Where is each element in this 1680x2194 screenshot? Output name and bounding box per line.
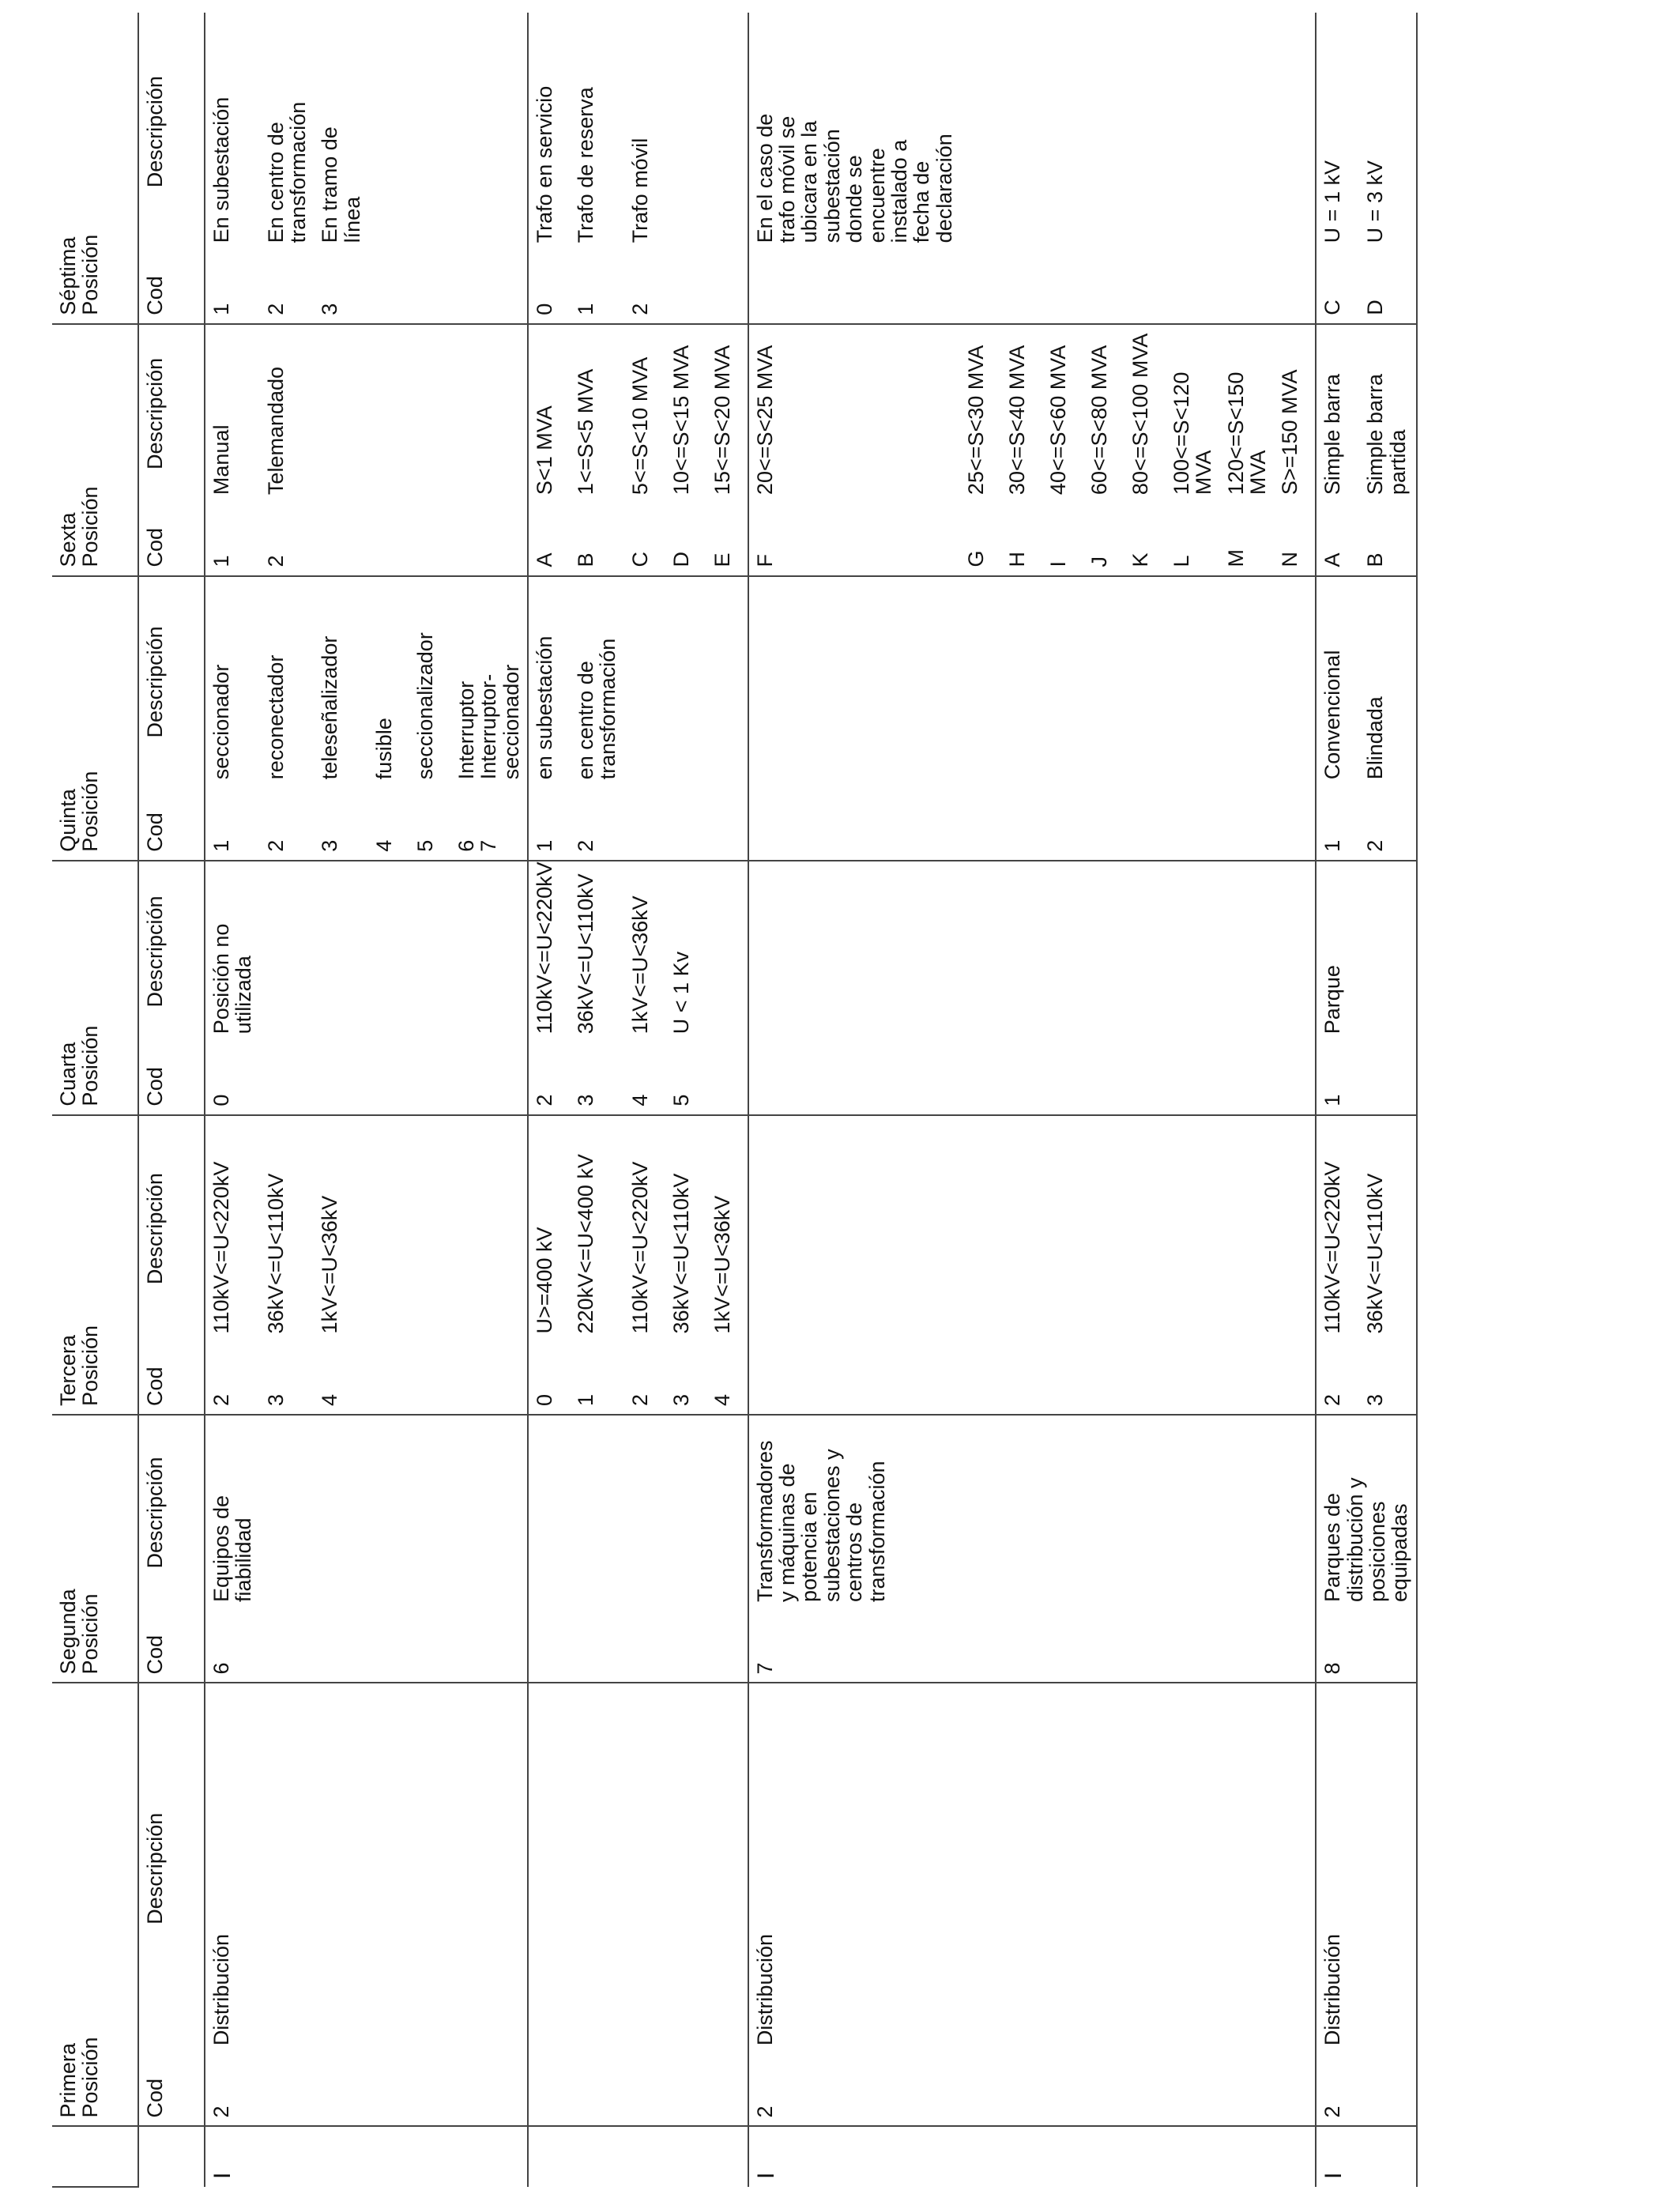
row-marker — [528, 2127, 748, 2188]
p6-code: C — [624, 503, 665, 575]
p7-code — [1274, 251, 1316, 323]
header-descripcion: Descripción — [138, 1683, 205, 2053]
p4-code — [260, 1042, 315, 1114]
p3-code — [1124, 1342, 1166, 1415]
p7-code: D — [1359, 251, 1416, 323]
p4-description — [1124, 861, 1166, 1042]
p5-code: 2 — [1359, 787, 1416, 860]
p4-code: 5 — [665, 1042, 706, 1114]
p7-code — [1001, 251, 1042, 323]
p6-description: S<1 MVA — [533, 405, 557, 496]
p7-description — [1042, 13, 1083, 251]
p3-description — [960, 1115, 1001, 1342]
p6-description: 60<=S<80 MVA — [1087, 345, 1111, 496]
p7-code: 1 — [205, 251, 260, 323]
p5-code — [1166, 787, 1220, 860]
p3-description: 36kV<=U<110kV — [263, 1173, 288, 1334]
header-position-2: Segunda Posición — [52, 1415, 138, 1683]
p2-code — [528, 1610, 748, 1683]
header-position-3: Tercera Posición — [52, 1115, 138, 1415]
p2-description: Equipos de fiabilidad — [205, 1415, 528, 1610]
p6-code: N — [1274, 503, 1316, 575]
p6-code: J — [1083, 503, 1124, 575]
p5-description: fusible — [372, 718, 397, 780]
p7-code — [1124, 251, 1166, 323]
p2-code: 8 — [1316, 1610, 1416, 1683]
p4-code — [1042, 1042, 1083, 1114]
p3-code: 1 — [570, 1342, 624, 1415]
p5-description — [1124, 576, 1166, 788]
p4-code — [1274, 1042, 1316, 1114]
p5-code — [624, 787, 665, 860]
p1-code — [528, 2053, 748, 2126]
p5-description — [624, 576, 665, 788]
header-descripcion: Descripción — [138, 1115, 205, 1342]
p5-description: Convencional — [1320, 650, 1345, 780]
p5-description — [748, 576, 960, 788]
p1-description: Distribución — [205, 1683, 528, 2053]
p4-description — [1274, 861, 1316, 1042]
p7-description — [665, 13, 706, 251]
p3-description: 36kV<=U<110kV — [669, 1173, 693, 1334]
p7-description — [1220, 13, 1275, 251]
p6-code: B — [1359, 503, 1416, 575]
p5-code: 3 — [314, 787, 368, 860]
p5-code: 6 7 — [450, 787, 528, 860]
p4-description — [1042, 861, 1083, 1042]
p3-description: U>=400 kV — [533, 1227, 557, 1334]
p6-code — [368, 503, 409, 575]
p4-description — [706, 861, 748, 1042]
p6-code: B — [570, 503, 624, 575]
p6-description: 30<=S<40 MVA — [1004, 345, 1029, 496]
p3-code: 2 — [1316, 1342, 1359, 1415]
p3-code — [1042, 1342, 1083, 1415]
p5-description: teleseñalizador — [318, 635, 342, 780]
p4-code — [1220, 1042, 1275, 1114]
p2-description — [528, 1415, 748, 1610]
p6-code: A — [1316, 503, 1359, 575]
p7-description — [450, 13, 528, 251]
p7-description — [1083, 13, 1124, 251]
p6-description: 80<=S<100 MVA — [1128, 333, 1152, 496]
p7-code: 1 — [570, 251, 624, 323]
p3-description: 36kV<=U<110kV — [1359, 1115, 1416, 1342]
p3-description: 1kV<=U<36kV — [318, 1195, 342, 1334]
p5-description: en subestación — [533, 635, 557, 780]
p7-code: 0 — [528, 251, 570, 323]
p3-description — [368, 1115, 409, 1342]
p5-description — [960, 576, 1001, 788]
p5-description — [665, 576, 706, 788]
p4-code: 1 — [1316, 1042, 1359, 1114]
p3-code — [748, 1342, 960, 1415]
p6-description: 100<=S<120 MVA — [1169, 371, 1216, 496]
p6-code: M — [1220, 503, 1275, 575]
p4-code — [748, 1042, 960, 1114]
p3-description: 110kV<=U<220kV — [627, 1161, 652, 1334]
header-cod: Cod — [138, 1342, 205, 1415]
p5-description — [1001, 576, 1042, 788]
p7-code — [409, 251, 450, 323]
p4-code: 0 — [205, 1042, 260, 1114]
p6-description: Manual — [209, 424, 233, 496]
p3-code: 2 — [205, 1342, 260, 1415]
p5-description: reconectador — [263, 654, 288, 780]
p7-description — [1001, 13, 1042, 251]
p7-code — [450, 251, 528, 323]
p5-description — [1220, 576, 1275, 788]
p3-description — [1166, 1115, 1220, 1342]
p3-code: 0 — [528, 1342, 570, 1415]
p4-code — [1359, 1042, 1416, 1114]
p7-description: U = 1 kV — [1320, 160, 1345, 243]
p7-description — [368, 13, 409, 251]
p5-description — [1274, 576, 1316, 788]
header-corner-sub — [138, 2127, 205, 2188]
p3-code — [450, 1342, 528, 1415]
p3-code: 2 — [624, 1342, 665, 1415]
p2-code: 6 — [205, 1610, 528, 1683]
p5-code: 4 — [368, 787, 409, 860]
p4-description: 36kV<=U<110kV — [574, 873, 598, 1035]
p6-code: H — [1001, 503, 1042, 575]
header-cod: Cod — [138, 1042, 205, 1114]
row-marker: I — [205, 2127, 528, 2188]
p7-description — [1274, 13, 1316, 251]
header-descripcion: Descripción — [138, 13, 205, 251]
p5-code: 5 — [409, 787, 450, 860]
p3-code — [960, 1342, 1001, 1415]
p4-description — [1001, 861, 1042, 1042]
p6-description: 40<=S<60 MVA — [1045, 345, 1070, 496]
p7-description — [1124, 13, 1166, 251]
p4-description — [748, 861, 960, 1042]
p4-description — [368, 861, 409, 1042]
p1-description: Distribución — [1316, 1683, 1416, 2053]
p4-description — [409, 861, 450, 1042]
position-code-table — [52, 13, 1418, 2188]
p5-code — [1083, 787, 1124, 860]
p7-description — [960, 13, 1001, 251]
header-cod: Cod — [138, 2053, 205, 2126]
p4-description: Parque — [1320, 965, 1345, 1035]
p7-description: En centro de transformación — [263, 101, 311, 243]
p4-code — [1166, 1042, 1220, 1114]
p5-code: 2 — [570, 787, 624, 860]
p5-code: 1 — [528, 787, 570, 860]
p5-code — [706, 787, 748, 860]
p7-code — [748, 251, 960, 323]
p4-code: 2 — [528, 1042, 570, 1114]
p6-description: 120<=S<150 MVA — [1223, 371, 1270, 496]
p6-description: 15<=S<20 MVA — [706, 324, 748, 503]
p7-code — [368, 251, 409, 323]
p5-description: seccionalizador — [413, 632, 438, 780]
p4-description: 1kV<=U<36kV — [627, 895, 652, 1035]
p6-code — [450, 503, 528, 575]
p6-description: Simple barra partida — [1359, 324, 1416, 503]
p3-description — [1274, 1115, 1316, 1342]
p4-code — [1001, 1042, 1042, 1114]
p6-code: 2 — [260, 503, 315, 575]
p1-code: 2 — [748, 2053, 1316, 2126]
p6-code: I — [1042, 503, 1083, 575]
p7-description — [1166, 13, 1220, 251]
p4-code — [1124, 1042, 1166, 1114]
p1-description — [528, 1683, 748, 2053]
p3-code — [368, 1342, 409, 1415]
p7-code — [1042, 251, 1083, 323]
p4-code: 4 — [624, 1042, 665, 1114]
p6-code: E — [706, 503, 748, 575]
header-cod: Cod — [138, 1610, 205, 1683]
p3-code — [1274, 1342, 1316, 1415]
p7-description: En tramo de línea — [318, 126, 364, 243]
p6-code: A — [528, 503, 570, 575]
p7-code — [706, 251, 748, 323]
p3-code: 3 — [1359, 1342, 1416, 1415]
p5-code — [665, 787, 706, 860]
p2-description: Parques de distribución y posiciones equipadas — [1316, 1415, 1416, 1610]
p3-description — [1220, 1115, 1275, 1342]
header-cod: Cod — [138, 251, 205, 323]
p6-code: 1 — [205, 503, 260, 575]
p4-code — [960, 1042, 1001, 1114]
p3-code: 3 — [260, 1342, 315, 1415]
p7-code — [1220, 251, 1275, 323]
p5-description — [706, 576, 748, 788]
p5-description: seccionador — [209, 664, 233, 780]
p3-code — [1166, 1342, 1220, 1415]
p7-code — [960, 251, 1001, 323]
p3-description: 1kV<=U<36kV — [706, 1115, 748, 1342]
p3-code: 4 — [314, 1342, 368, 1415]
header-position-5: Quinta Posición — [52, 576, 138, 861]
p4-description — [450, 861, 528, 1042]
p1-code: 2 — [1316, 2053, 1416, 2126]
p7-description: En el caso de trafo móvil se ubicara en la subestación donde se encuentre instalado a fecha de declaración — [752, 113, 956, 243]
p4-description: 110kV<=U<220kV — [533, 861, 557, 1035]
p5-description — [1166, 576, 1220, 788]
p7-code — [665, 251, 706, 323]
p7-description — [706, 13, 748, 251]
header-corner — [52, 2127, 138, 2188]
p4-description — [1359, 861, 1416, 1042]
p5-description: en centro de transformación — [574, 638, 620, 780]
p4-description — [1220, 861, 1275, 1042]
p3-description — [1083, 1115, 1124, 1342]
p5-code: 1 — [205, 787, 260, 860]
p6-description: 25<=S<30 MVA — [963, 345, 988, 496]
p7-description: Trafo en servicio — [533, 85, 557, 243]
p6-code — [314, 503, 368, 575]
p2-code: 7 — [748, 1610, 1316, 1683]
p7-description: En subestación — [209, 96, 233, 243]
p4-description — [960, 861, 1001, 1042]
p5-description: Interruptor Interruptor- seccionador — [450, 576, 528, 788]
header-cod: Cod — [138, 787, 205, 860]
p6-description: 20<=S<25 MVA — [752, 345, 777, 496]
p3-code — [1220, 1342, 1275, 1415]
p3-description — [1042, 1115, 1083, 1342]
p7-description: Trafo de reserva — [574, 87, 598, 243]
row-marker: I — [1316, 2127, 1416, 2188]
header-descripcion: Descripción — [138, 324, 205, 503]
p7-code: 2 — [260, 251, 315, 323]
p6-code: L — [1166, 503, 1220, 575]
p7-code: C — [1316, 251, 1359, 323]
p3-description — [409, 1115, 450, 1342]
header-position-7: Séptima Posición — [52, 13, 138, 324]
row-marker: I — [748, 2127, 1316, 2188]
p6-description: Telemandado — [263, 366, 288, 496]
p4-code — [314, 1042, 368, 1114]
p6-description: S>=150 MVA — [1274, 324, 1316, 503]
p4-code — [368, 1042, 409, 1114]
p5-description — [1042, 576, 1083, 788]
p4-code: 3 — [570, 1042, 624, 1114]
p6-description — [368, 324, 409, 503]
p5-code — [748, 787, 960, 860]
p6-description — [409, 324, 450, 503]
p4-description — [1083, 861, 1124, 1042]
p6-description: 1<=S<5 MVA — [574, 368, 598, 496]
p6-description: 10<=S<15 MVA — [669, 345, 693, 496]
p6-code: F — [748, 503, 960, 575]
p6-description — [450, 324, 528, 503]
p5-code: 1 — [1316, 787, 1359, 860]
p5-code — [1001, 787, 1042, 860]
p4-code — [409, 1042, 450, 1114]
p1-description: Distribución — [748, 1683, 1316, 2053]
p3-code — [1083, 1342, 1124, 1415]
p6-code: G — [960, 503, 1001, 575]
header-descripcion: Descripción — [138, 861, 205, 1042]
p4-description — [260, 861, 315, 1042]
p7-description — [409, 13, 450, 251]
p4-description — [314, 861, 368, 1042]
p4-description: U < 1 Kv — [669, 951, 693, 1035]
p5-code — [960, 787, 1001, 860]
p6-code: D — [665, 503, 706, 575]
p4-description — [1166, 861, 1220, 1042]
p7-code — [1083, 251, 1124, 323]
header-position-4: Cuarta Posición — [52, 861, 138, 1115]
p7-description: U = 3 kV — [1359, 13, 1416, 251]
p3-code — [1001, 1342, 1042, 1415]
p6-description — [314, 324, 368, 503]
p5-code — [1220, 787, 1275, 860]
p7-description: Trafo móvil — [627, 138, 652, 243]
header-position-1: Primera Posición — [52, 1683, 138, 2126]
p3-code — [409, 1342, 450, 1415]
p3-description — [1124, 1115, 1166, 1342]
p7-code: 3 — [314, 251, 368, 323]
p7-code: 2 — [624, 251, 665, 323]
p4-code — [706, 1042, 748, 1114]
p3-description: 110kV<=U<220kV — [209, 1161, 233, 1334]
p4-code — [1083, 1042, 1124, 1114]
p3-description — [1001, 1115, 1042, 1342]
p1-code: 2 — [205, 2053, 528, 2126]
header-position-6: Sexta Posición — [52, 324, 138, 576]
p6-description: Simple barra — [1320, 374, 1345, 496]
p3-description — [450, 1115, 528, 1342]
p4-description: Posición no utilizada — [209, 923, 256, 1035]
p5-code: 2 — [260, 787, 315, 860]
p3-description: 110kV<=U<220kV — [1320, 1161, 1345, 1334]
header-cod: Cod — [138, 503, 205, 575]
p3-code: 3 — [665, 1342, 706, 1415]
p2-description: Transformadores y máquinas de potencia en subestaciones y centros de transformación — [748, 1415, 1316, 1610]
p5-code — [1124, 787, 1166, 860]
p5-code — [1042, 787, 1083, 860]
header-descripcion: Descripción — [138, 1415, 205, 1610]
p5-code — [1274, 787, 1316, 860]
p6-description: 5<=S<10 MVA — [627, 356, 652, 496]
p4-code — [450, 1042, 528, 1114]
header-descripcion: Descripción — [138, 576, 205, 788]
p5-description — [1083, 576, 1124, 788]
p3-description — [748, 1115, 960, 1342]
p7-code — [1166, 251, 1220, 323]
p6-code: K — [1124, 503, 1166, 575]
p3-description: 220kV<=U<400 kV — [574, 1154, 598, 1334]
p5-description: Blindada — [1359, 576, 1416, 788]
p6-code — [409, 503, 450, 575]
p3-code: 4 — [706, 1342, 748, 1415]
